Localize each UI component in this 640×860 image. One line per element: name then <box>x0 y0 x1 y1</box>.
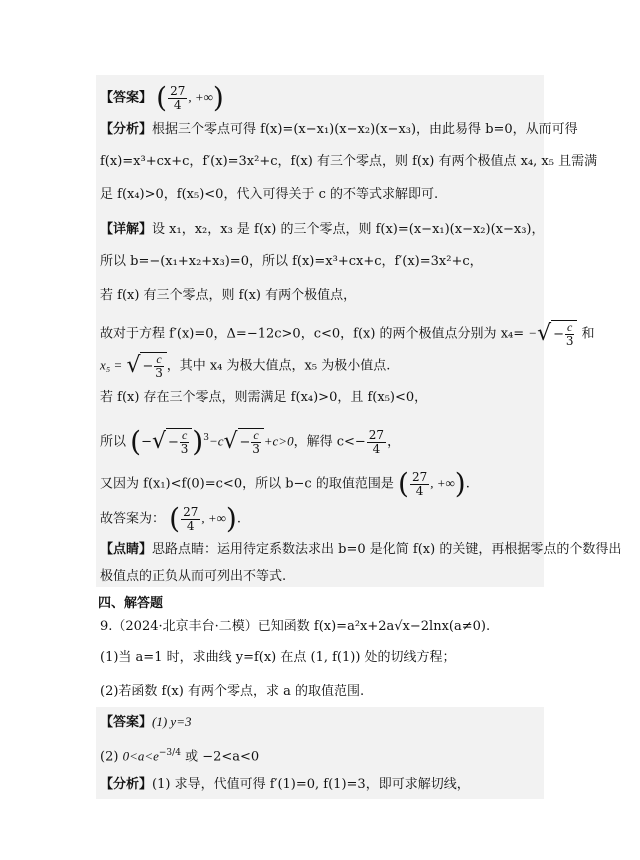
analysis-line-2: f(x)=x³+cx+c，f′(x)=3x²+c，f(x) 有三个零点，则 f(x) 有两个极值点 x₄, x₅ 且需满 <box>100 154 598 169</box>
detail-line-8: 又因为 f(x₁)<f(0)=c<0，所以 b−c 的取值范围是 ( $\frac{27}{4}$ , +∞). <box>100 467 470 500</box>
section-title: 四、解答题 <box>98 596 164 611</box>
answer-2-line-2: (2) $0<a<e^{-3/4}$ 或 −2<a<0 <box>100 748 260 765</box>
comment-line-1: 【点睛】思路点睛：运用待定系数法求出 b=0 是化简 f(x) 的关键，再根据零点的个数得出 <box>100 542 622 557</box>
analysis-2-line-1: 【分析】(1) 求导，代值可得 f′(1)=0, f(1)=3，即可求解切线， <box>100 777 470 792</box>
detail-line-1: 【详解】设 x₁，x₂，x₃ 是 f(x) 的三个零点，则 f(x)=(x−x₁)(x−x₂)(x−x₃)， <box>100 222 545 237</box>
answer-line: 【答案】 ( $\frac{27}{4}$ , +∞) <box>100 81 224 114</box>
detail-line-6: 若 f(x) 存在三个零点，则需满足 f(x₄)>0，且 f(x₅)<0， <box>100 390 428 405</box>
detail-label: 【详解】 <box>100 222 153 237</box>
detail-line-3: 若 f(x) 有三个零点，则 f(x) 有两个极值点， <box>100 288 357 303</box>
comment-label: 【点睛】 <box>100 542 153 557</box>
problem-9-q1: (1)当 a=1 时，求曲线 y=f(x) 在点 (1, f(1)) 处的切线方程； <box>100 650 456 665</box>
detail-line-7: 所以 (−√ − $\frac{c}{3}$ )$^3$−c√ − $\frac{c}{3}$ +c>0，解得 c<− $\frac{27}{4}$ ， <box>100 425 401 458</box>
sqrt-neg-c-over-3: √ − $\frac{c}{3}$ <box>537 320 577 348</box>
problem-9-stem: 9.（2024·北京丰台·二模）已知函数 f(x)=a²x+2a√x−2lnx(a≠0). <box>100 619 491 634</box>
answer-label: 【答案】 <box>100 90 153 106</box>
sqrt-neg-c-over-3-b: √ − $\frac{c}{3}$ <box>126 352 166 380</box>
comment-line-2: 极值点的正负从而可列出不等式. <box>100 569 287 584</box>
answer-2-line-1: 【答案】(1) y=3 <box>100 714 192 730</box>
fraction-27-4: $\frac{27}{4}$ <box>170 83 186 112</box>
answer-2-label: 【答案】 <box>100 715 153 730</box>
detail-line-5: x₅ = √ − $\frac{c}{3}$ ，其中 x₄ 为极大值点，x₅ 为极小值点. <box>100 352 391 380</box>
problem-9-q2: (2)若函数 f(x) 有两个零点，求 a 的取值范围. <box>100 684 365 699</box>
analysis-2-label: 【分析】 <box>100 777 153 792</box>
detail-line-9: 故答案为： ( $\frac{27}{4}$ , +∞). <box>100 502 241 535</box>
analysis-line-1: 【分析】根据三个零点可得 f(x)=(x−x₁)(x−x₂)(x−x₃)，由此易得 b=0，从而可得 <box>100 122 578 137</box>
detail-line-2: 所以 b=−(x₁+x₂+x₃)=0，所以 f(x)=x³+cx+c，f′(x)=3x²+c， <box>100 254 483 269</box>
analysis-label: 【分析】 <box>100 122 153 137</box>
detail-line-4: 故对于方程 f′(x)=0，Δ=−12c>0，c<0，f(x) 的两个极值点分别为 x₄= −√ − $\frac{c}{3}$ 和 <box>100 320 595 348</box>
analysis-line-3: 足 f(x₄)>0，f(x₅)<0，代入可得关于 c 的不等式求解即可. <box>100 187 439 202</box>
